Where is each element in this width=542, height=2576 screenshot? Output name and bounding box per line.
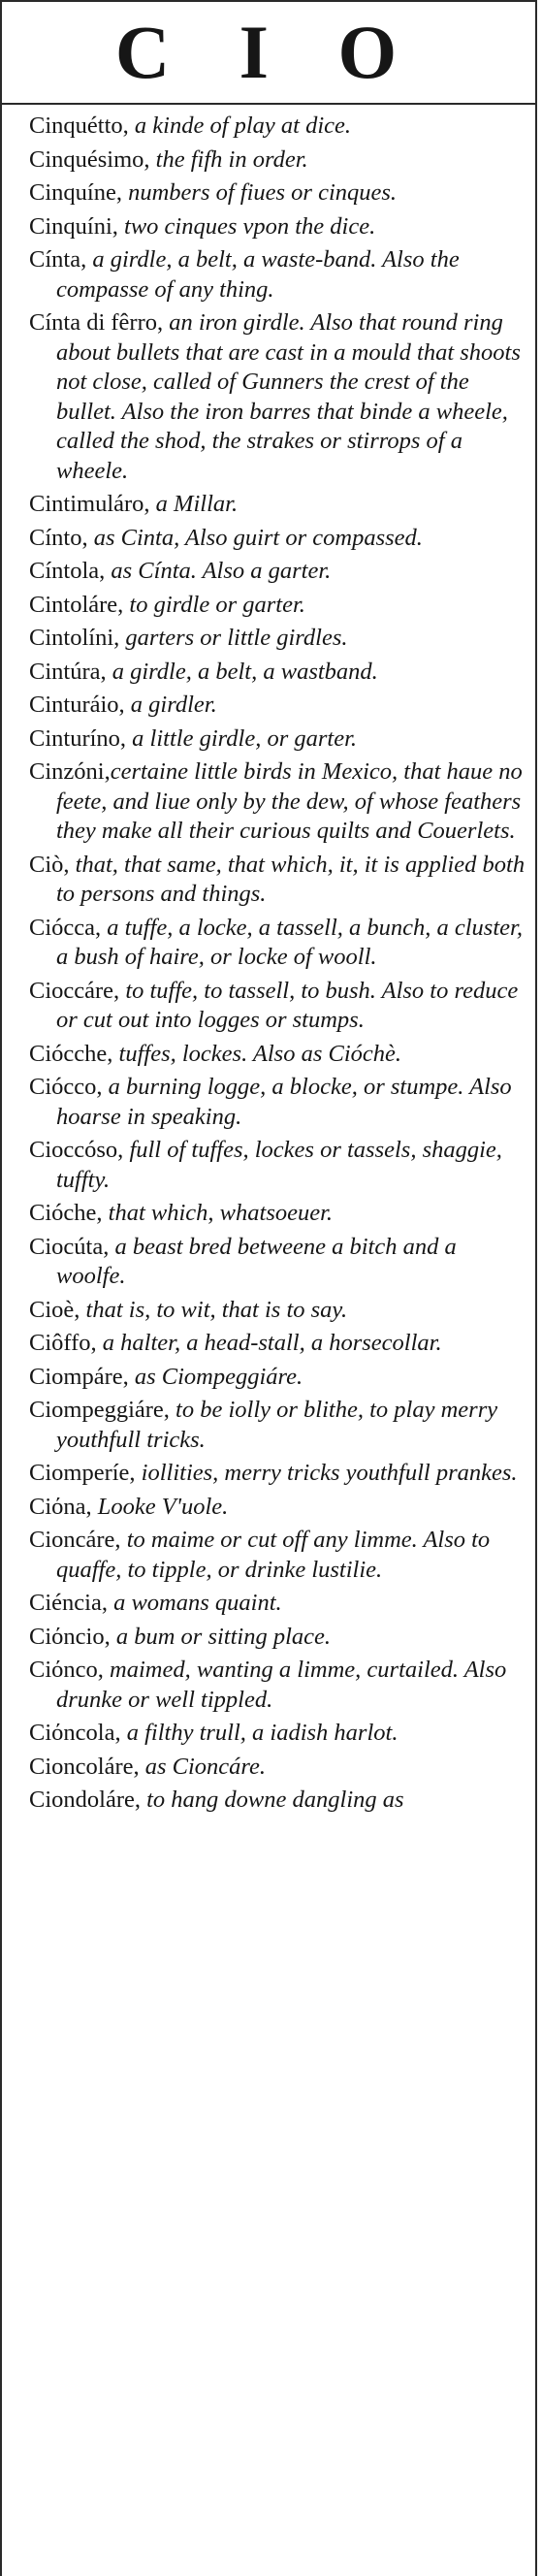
entry-definition: to tuffe, to tassell, to bush. Also to reduce or cut out into logges or stumps. [56,977,519,1033]
entry-definition: a burning logge, a blocke, or stumpe. Also hoarse in speaking. [56,1074,512,1130]
entry-headword: Cinquésimo, [29,145,150,173]
entry-headword: Cioccóso, [29,1137,124,1163]
entry-headword: Cinquétto, [29,113,129,139]
entry-definition: to be iolly or blithe, to play merry youthfull tricks. [56,1397,498,1453]
right-border-rule [535,0,537,2576]
entry-headword: Ciò, [29,851,70,878]
entry-headword: Ciompeggiáre, [29,1397,170,1423]
top-border-rule [0,0,537,2]
dictionary-entry [29,1753,526,1783]
entry-headword: Ciόna, [29,1493,92,1520]
entry-headword: Cintolíni, [29,625,120,651]
entry-definition: a beast bred betweene a bitch and a woolfe. [56,1233,457,1289]
entry-definition: tuffes, lockes. Also as Cióchè. [112,1040,401,1067]
entry-headword: Cioè, [29,1296,80,1323]
entry-headword: Cintimuláro, [29,491,150,517]
entry-definition: a kinde of play at dice. [128,113,352,139]
entry-definition: that, that same, that which, it, it is applied both to persons and things. [56,851,526,907]
entry-definition: full of tuffes, lockes or tassels, shaggie, tuffty. [56,1137,502,1193]
entry-headword: Cinturíno, [29,724,127,752]
dictionary-entry [29,1199,526,1229]
dictionary-entry [29,1459,526,1489]
entry-definition: a bum or sitting place. [110,1623,332,1650]
dictionary-entry [29,1786,526,1816]
entry-definition: to hang downe dangling as [141,1787,404,1813]
dictionary-entry [29,1526,526,1585]
entry-definition: a halter, a head-stall, a horsecollar. [96,1330,442,1356]
entry-definition: that is, to wit, that is to say. [80,1296,348,1323]
dictionary-entry [29,1329,526,1359]
entry-headword: Ciócco, [29,1074,103,1100]
entry-definition: a little girdle, or garter. [126,724,358,752]
page-header: C I O [114,10,423,94]
entry-headword: Cinturáio, [29,692,125,718]
dictionary-entry [29,658,526,688]
entry-headword: Cinquíne, [29,179,122,206]
dictionary-entry [29,212,526,242]
dictionary-entry [29,1396,526,1455]
entry-headword: Cínta di fêrro, [29,309,164,336]
dictionary-entry [29,557,526,587]
entry-definition: a filthy trull, a iadish harlot. [120,1720,399,1746]
entry-definition: as Cínta. Also a garter. [105,558,332,584]
dictionary-entry [29,1073,526,1132]
entry-headword: Cintúra, [29,658,107,685]
entry-definition: that which, whatsoeuer. [102,1200,334,1226]
entry-definition: as Ciompeggiáre. [128,1363,303,1390]
entry-definition: certaine little birds in Mexico, that haue no feete, and liue only by the dew, of whose feathers they make all their curious quilts and Couerlets. [56,758,523,844]
dictionary-entry [29,757,526,847]
entry-definition: a womans quaint. [107,1590,282,1616]
dictionary-entry [29,1136,526,1195]
entry-definition: a tuffe, a locke, a tassell, a bunch, a cluster, a bush of haire, or locke of wooll. [56,914,523,970]
entry-definition: two cinques vpon the dice. [117,212,376,240]
entry-headword: Ciôffo, [29,1330,97,1356]
entry-definition: maimed, wanting a limme, curtailed. Also drunke or well tippled. [56,1657,507,1713]
dictionary-entry [29,524,526,554]
entry-definition: a Millar. [149,491,239,517]
entry-definition: numbers of fiues or cinques. [121,179,398,206]
entry-headword: Ciocúta, [29,1233,110,1260]
entry-headword: Cióche, [29,1200,103,1226]
entry-headword: Cinquíni, [29,212,118,240]
entry-headword: Ciondoláre, [29,1787,141,1813]
entry-definition: Looke V'uole. [91,1493,229,1520]
dictionary-entry [29,1623,526,1653]
dictionary-entry [29,1233,526,1292]
dictionary-entry [29,112,526,142]
header-rule [0,103,537,105]
entry-headword: Ciócca, [29,914,102,941]
entry-headword: Cioncáre, [29,1527,121,1553]
entry-headword: Ciócche, [29,1040,113,1067]
entry-headword: Ciomperíe, [29,1460,136,1486]
entry-definition: iollities, merry tricks youthfull prankes. [135,1460,518,1486]
entry-headword: Cínta, [29,246,87,273]
entry-headword: Cioncoláre, [29,1753,140,1780]
entry-definition: as Cioncáre. [139,1753,267,1780]
dictionary-entry [29,308,526,486]
entry-definition: a girdler. [124,692,217,718]
entry-definition: to maime or cut off any limme. Also to quaffe, to tipple, or drinke lustilie. [56,1527,491,1583]
dictionary-entry [29,977,526,1036]
entry-headword: Cioccáre, [29,977,120,1004]
entry-definition: garters or little girdles. [119,625,348,651]
dictionary-entry [29,591,526,621]
entry-definition: a girdle, a belt, a wastband. [106,658,378,685]
entry-headword: Cíntola, [29,558,106,584]
dictionary-entry [29,624,526,654]
entry-list [29,112,526,1819]
dictionary-entry [29,1040,526,1070]
dictionary-entry [29,1589,526,1619]
dictionary-entry [29,490,526,520]
dictionary-entry [29,1719,526,1749]
entry-headword: Cintoláre, [29,591,124,618]
dictionary-entry [29,245,526,305]
dictionary-entry [29,914,526,973]
dictionary-entry [29,1363,526,1393]
dictionary-entry [29,1296,526,1326]
entry-headword: Ciόncola, [29,1720,121,1746]
dictionary-entry [29,178,526,209]
dictionary-entry [29,691,526,721]
entry-headword: Cinzóni, [29,758,111,785]
entry-headword: Ciόnco, [29,1657,104,1683]
entry-headword: Ciéncia, [29,1590,108,1616]
entry-definition: an iron girdle. Also that round ring about bullets that are cast in a mould that shoots not close, called of Gunners the crest of the bullet. Also the iron barres that binde a wheele, called the shod, the strakes or stirrops of a wheele. [56,309,521,484]
dictionary-entry [29,1493,526,1523]
entry-headword: Cínto, [29,524,88,551]
entry-definition: as Cinta, Also guirt or compassed. [87,524,423,551]
entry-headword: Ciompáre, [29,1363,129,1390]
entry-definition: to girdle or garter. [123,591,305,618]
left-border-rule [0,0,2,2576]
entry-headword: Ciόncio, [29,1623,111,1650]
dictionary-entry [29,724,526,755]
entry-definition: the fifh in order. [149,145,308,173]
dictionary-entry [29,851,526,910]
dictionary-entry [29,145,526,176]
entry-definition: a girdle, a belt, a waste-band. Also the compasse of any thing. [56,246,460,303]
dictionary-entry [29,1656,526,1715]
